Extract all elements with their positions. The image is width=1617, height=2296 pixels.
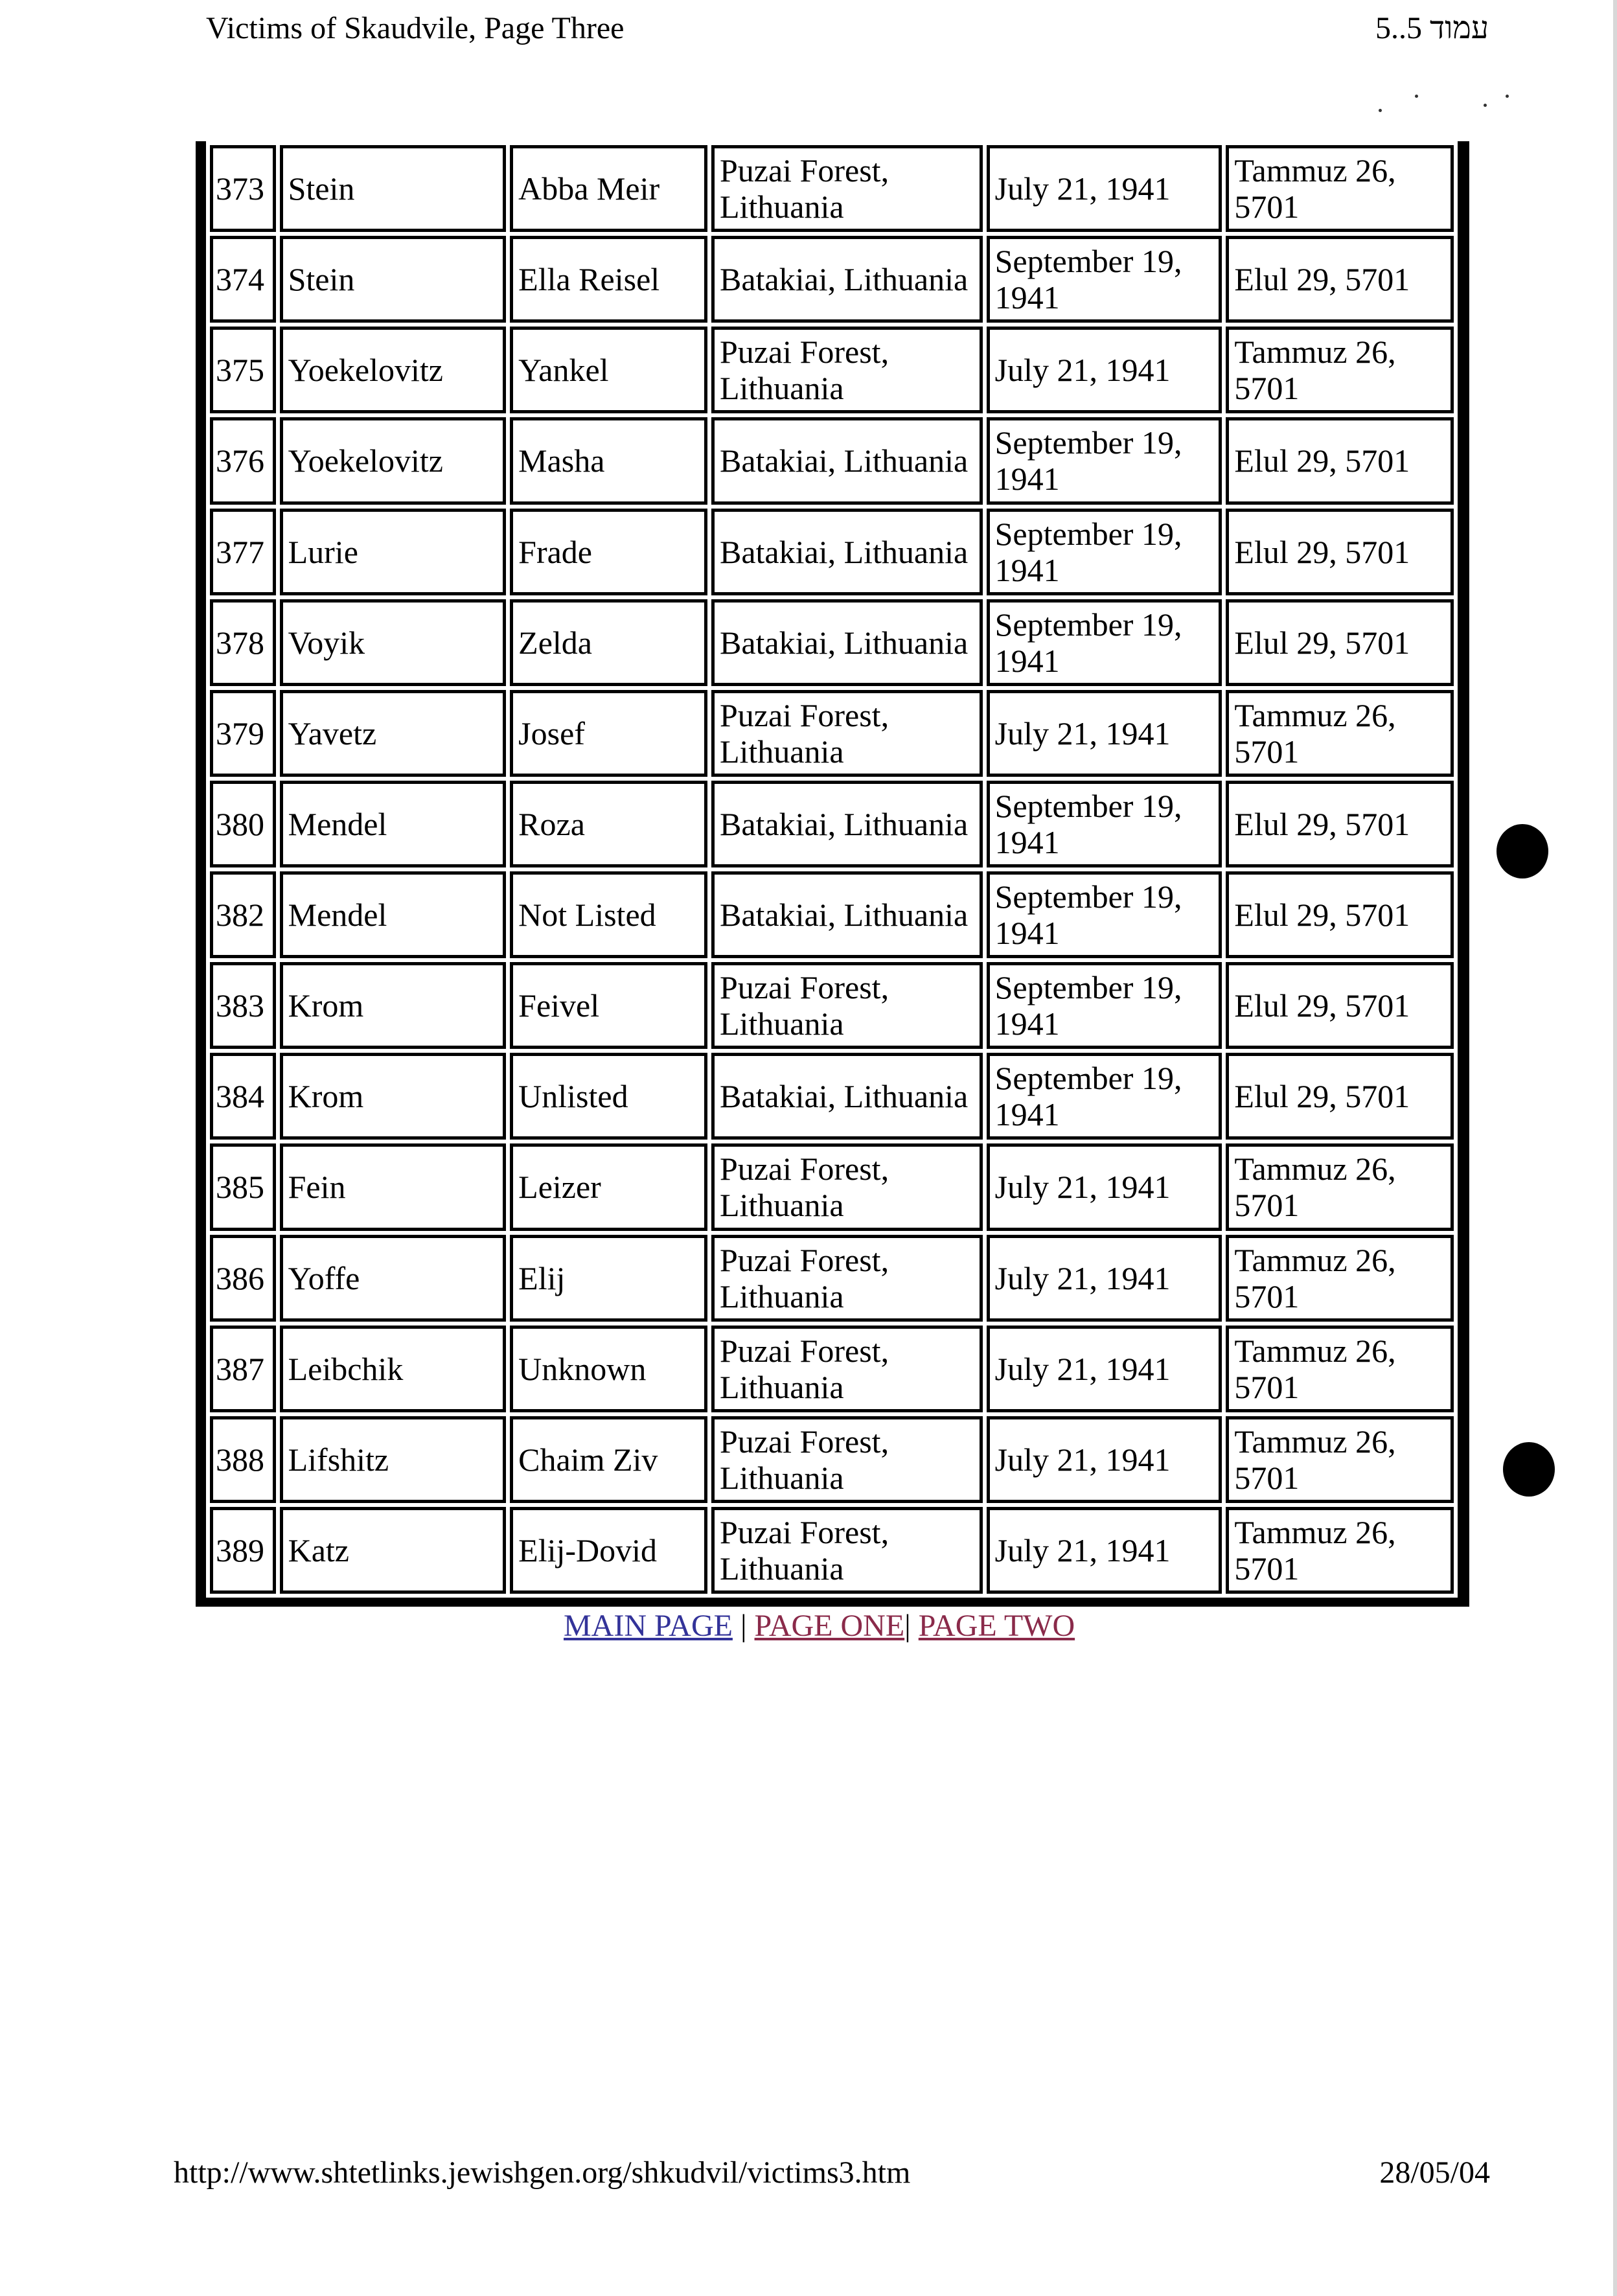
victim-number-cell: 384 — [210, 1053, 276, 1140]
hebrew-date-cell: Elul 29, 5701 — [1226, 962, 1454, 1049]
punch-hole — [1503, 1442, 1555, 1497]
place-cell: Batakiai, Lithuania — [711, 417, 983, 504]
victim-number-cell: 385 — [210, 1143, 276, 1230]
given-name-cell: Elij — [510, 1235, 707, 1322]
given-name-cell: Chaim Ziv — [510, 1416, 707, 1503]
scan-speck — [1484, 104, 1487, 107]
page-two-link[interactable]: PAGE TWO — [918, 1609, 1075, 1643]
given-name-cell: Unknown — [510, 1326, 707, 1412]
place-cell: Batakiai, Lithuania — [711, 871, 983, 958]
surname-cell: Lurie — [280, 509, 507, 595]
table-row — [210, 781, 1454, 867]
given-name-cell: Masha — [510, 417, 707, 504]
victim-number-cell: 377 — [210, 509, 276, 595]
hebrew-date-cell: Elul 29, 5701 — [1226, 236, 1454, 323]
given-name-cell: Abba Meir — [510, 145, 707, 232]
surname-cell: Stein — [280, 236, 507, 323]
table-row — [210, 690, 1454, 777]
table-row — [210, 1235, 1454, 1322]
table-row — [210, 1326, 1454, 1412]
victim-number-cell: 380 — [210, 781, 276, 867]
punch-hole — [1497, 824, 1548, 878]
given-name-cell: Zelda — [510, 599, 707, 686]
victim-number-cell: 379 — [210, 690, 276, 777]
surname-cell: Stein — [280, 145, 507, 232]
surname-cell: Voyik — [280, 599, 507, 686]
date-cell: July 21, 1941 — [987, 1507, 1222, 1594]
hebrew-date-cell: Tammuz 26, 5701 — [1226, 1326, 1454, 1412]
date-cell: September 19, 1941 — [987, 236, 1222, 323]
table-row — [210, 509, 1454, 595]
table-row — [210, 145, 1454, 232]
given-name-cell: Ella Reisel — [510, 236, 707, 323]
main-page-link[interactable]: MAIN PAGE — [564, 1609, 733, 1643]
given-name-cell: Yankel — [510, 327, 707, 413]
date-cell: September 19, 1941 — [987, 1053, 1222, 1140]
place-cell: Puzai Forest, Lithuania — [711, 1507, 983, 1594]
given-name-cell: Elij-Dovid — [510, 1507, 707, 1594]
given-name-cell: Not Listed — [510, 871, 707, 958]
table-row — [210, 1416, 1454, 1503]
hebrew-date-cell: Tammuz 26, 5701 — [1226, 1416, 1454, 1503]
nav-separator: | — [732, 1609, 755, 1643]
surname-cell: Yoekelovitz — [280, 327, 507, 413]
nav-separator: | — [904, 1609, 919, 1643]
table-row — [210, 236, 1454, 323]
given-name-cell: Frade — [510, 509, 707, 595]
table-row — [210, 1507, 1454, 1594]
table-row — [210, 871, 1454, 958]
victim-number-cell: 387 — [210, 1326, 276, 1412]
victim-number-cell: 378 — [210, 599, 276, 686]
page-number: עמוד 5..5 — [1375, 11, 1489, 45]
victim-number-cell: 382 — [210, 871, 276, 958]
place-cell: Batakiai, Lithuania — [711, 781, 983, 867]
victims-table-body — [210, 145, 1454, 1594]
victim-number-cell: 383 — [210, 962, 276, 1049]
given-name-cell: Roza — [510, 781, 707, 867]
table-row — [210, 1143, 1454, 1230]
footer-date: 28/05/04 — [1379, 2155, 1490, 2190]
given-name-cell: Feivel — [510, 962, 707, 1049]
date-cell: July 21, 1941 — [987, 1326, 1222, 1412]
hebrew-date-cell: Tammuz 26, 5701 — [1226, 1143, 1454, 1230]
hebrew-date-cell: Elul 29, 5701 — [1226, 871, 1454, 958]
surname-cell: Yoffe — [280, 1235, 507, 1322]
table-row — [210, 962, 1454, 1049]
date-cell: September 19, 1941 — [987, 599, 1222, 686]
table-row — [210, 417, 1454, 504]
victim-number-cell: 373 — [210, 145, 276, 232]
page-navigation-links — [564, 1605, 1075, 1647]
table-row — [210, 599, 1454, 686]
victim-number-cell: 376 — [210, 417, 276, 504]
place-cell: Puzai Forest, Lithuania — [711, 1416, 983, 1503]
surname-cell: Lifshitz — [280, 1416, 507, 1503]
hebrew-date-cell: Elul 29, 5701 — [1226, 1053, 1454, 1140]
victim-number-cell: 374 — [210, 236, 276, 323]
place-cell: Batakiai, Lithuania — [711, 236, 983, 323]
victim-number-cell: 389 — [210, 1507, 276, 1594]
hebrew-date-cell: Tammuz 26, 5701 — [1226, 145, 1454, 232]
hebrew-date-cell: Tammuz 26, 5701 — [1226, 1507, 1454, 1594]
surname-cell: Krom — [280, 962, 507, 1049]
surname-cell: Yavetz — [280, 690, 507, 777]
place-cell: Puzai Forest, Lithuania — [711, 962, 983, 1049]
surname-cell: Katz — [280, 1507, 507, 1594]
hebrew-date-cell: Elul 29, 5701 — [1226, 781, 1454, 867]
place-cell: Batakiai, Lithuania — [711, 1053, 983, 1140]
place-cell: Puzai Forest, Lithuania — [711, 690, 983, 777]
victim-number-cell: 388 — [210, 1416, 276, 1503]
date-cell: September 19, 1941 — [987, 962, 1222, 1049]
surname-cell: Fein — [280, 1143, 507, 1230]
surname-cell: Mendel — [280, 871, 507, 958]
hebrew-date-cell: Elul 29, 5701 — [1226, 509, 1454, 595]
date-cell: September 19, 1941 — [987, 781, 1222, 867]
scan-speck — [1415, 95, 1418, 98]
victims-table-panel — [206, 141, 1458, 1598]
place-cell: Puzai Forest, Lithuania — [711, 1326, 983, 1412]
victims-table-frame — [196, 141, 1469, 1607]
footer-url: http://www.shtetlinks.jewishgen.org/shkudvil/victims3.htm — [174, 2155, 911, 2190]
hebrew-date-cell: Tammuz 26, 5701 — [1226, 1235, 1454, 1322]
scan-speck — [1379, 109, 1382, 112]
date-cell: July 21, 1941 — [987, 1143, 1222, 1230]
date-cell: September 19, 1941 — [987, 417, 1222, 504]
date-cell: July 21, 1941 — [987, 1235, 1222, 1322]
page-edge — [1613, 0, 1617, 2296]
victim-number-cell: 375 — [210, 327, 276, 413]
surname-cell: Yoekelovitz — [280, 417, 507, 504]
surname-cell: Krom — [280, 1053, 507, 1140]
hebrew-date-cell: Tammuz 26, 5701 — [1226, 690, 1454, 777]
place-cell: Puzai Forest, Lithuania — [711, 327, 983, 413]
page-title: Victims of Skaudvile, Page Three — [206, 11, 625, 45]
place-cell: Puzai Forest, Lithuania — [711, 1235, 983, 1322]
page-one-link[interactable]: PAGE ONE — [754, 1609, 905, 1643]
hebrew-date-cell: Elul 29, 5701 — [1226, 599, 1454, 686]
date-cell: July 21, 1941 — [987, 690, 1222, 777]
hebrew-date-cell: Tammuz 26, 5701 — [1226, 327, 1454, 413]
date-cell: September 19, 1941 — [987, 871, 1222, 958]
date-cell: July 21, 1941 — [987, 1416, 1222, 1503]
given-name-cell: Unlisted — [510, 1053, 707, 1140]
victims-table — [206, 141, 1458, 1598]
given-name-cell: Josef — [510, 690, 707, 777]
given-name-cell: Leizer — [510, 1143, 707, 1230]
date-cell: September 19, 1941 — [987, 509, 1222, 595]
place-cell: Batakiai, Lithuania — [711, 599, 983, 686]
victim-number-cell: 386 — [210, 1235, 276, 1322]
hebrew-date-cell: Elul 29, 5701 — [1226, 417, 1454, 504]
place-cell: Puzai Forest, Lithuania — [711, 1143, 983, 1230]
place-cell: Batakiai, Lithuania — [711, 509, 983, 595]
surname-cell: Leibchik — [280, 1326, 507, 1412]
scan-speck — [1506, 95, 1509, 98]
date-cell: July 21, 1941 — [987, 327, 1222, 413]
table-row — [210, 1053, 1454, 1140]
place-cell: Puzai Forest, Lithuania — [711, 145, 983, 232]
date-cell: July 21, 1941 — [987, 145, 1222, 232]
table-row — [210, 327, 1454, 413]
surname-cell: Mendel — [280, 781, 507, 867]
